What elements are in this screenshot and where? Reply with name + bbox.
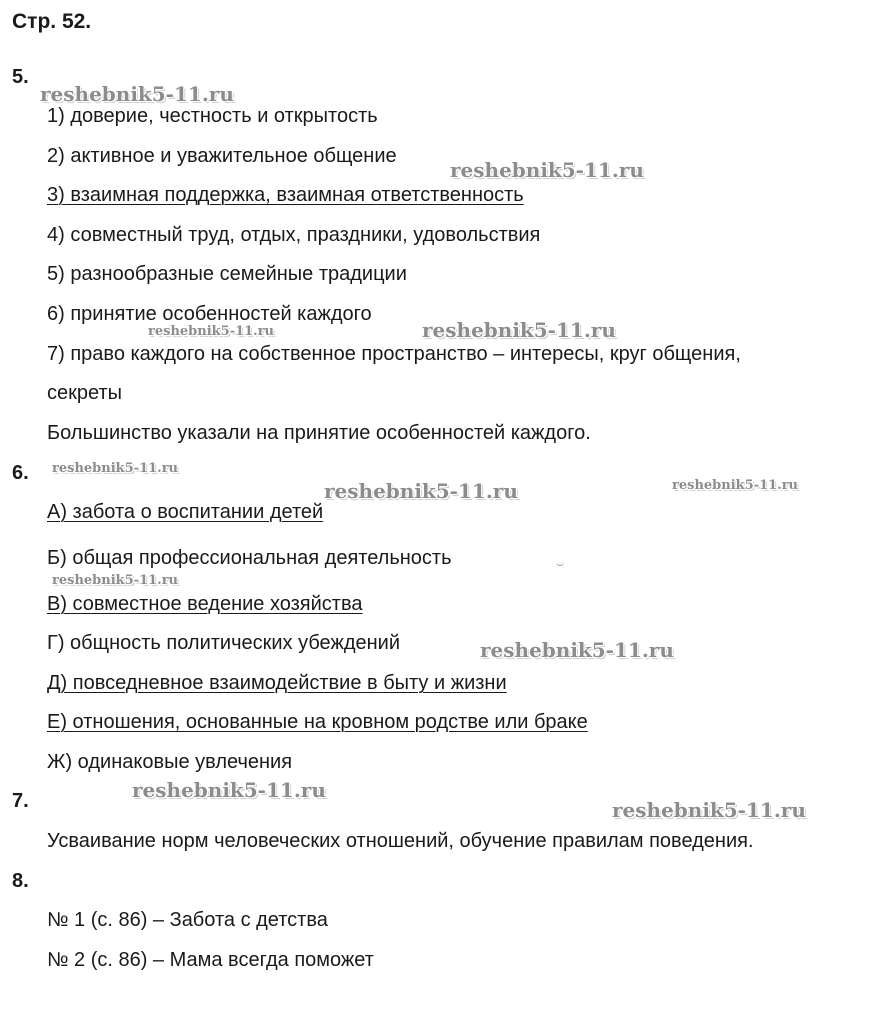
task-5-number: 5. <box>12 66 29 88</box>
task-7-number: 7. <box>12 790 29 812</box>
watermark: reshebnik5-11.ru <box>52 573 179 588</box>
task-5-line-3: 3) взаимная поддержка, взаимная ответственность <box>47 184 524 206</box>
watermark: reshebnik5-11.ru <box>672 478 799 493</box>
task-6-number: 6. <box>12 462 29 484</box>
task-6-option-g: Г) общность политических убеждений <box>47 632 401 654</box>
watermark: reshebnik5-11.ru <box>148 324 275 339</box>
task-5-line-8: секреты <box>47 382 122 404</box>
task-5-line-4: 4) совместный труд, отдых, праздники, удовольствия <box>47 224 541 246</box>
task-8-line-1: № 1 (с. 86) – Забота с детства <box>47 909 328 931</box>
watermark: reshebnik5-11.ru <box>480 638 674 662</box>
task-6-option-a: А) забота о воспитании детей <box>47 501 324 523</box>
task-6-option-e: Е) отношения, основанные на кровном родстве или браке <box>47 711 588 733</box>
task-5-summary: Большинство указали на принятие особенностей каждого. <box>47 422 591 444</box>
watermark: reshebnik5-11.ru <box>450 158 644 182</box>
task-5-line-5: 5) разнообразные семейные традиции <box>47 263 407 285</box>
task-6-option-d: Д) повседневное взаимодействие в быту и жизни <box>47 672 507 694</box>
task-6-option-b: Б) общая профессиональная деятельность <box>47 547 452 569</box>
stray-mark <box>556 562 564 566</box>
page-title: Стр. 52. <box>12 10 92 33</box>
task-8-line-2: № 2 (с. 86) – Мама всегда поможет <box>47 949 374 971</box>
task-5-line-1: 1) доверие, честность и открытость <box>47 105 378 127</box>
watermark: reshebnik5-11.ru <box>40 82 234 106</box>
watermark: reshebnik5-11.ru <box>324 479 518 503</box>
task-5-line-2: 2) активное и уважительное общение <box>47 145 397 167</box>
watermark: reshebnik5-11.ru <box>422 318 616 342</box>
task-7-answer: Усваивание норм человеческих отношений, обучение правилам поведения. <box>47 830 754 852</box>
task-5-line-7: 7) право каждого на собственное пространство – интересы, круг общения, <box>47 343 741 365</box>
task-6-option-v: В) совместное ведение хозяйства <box>47 593 363 615</box>
task-8-number: 8. <box>12 870 29 892</box>
task-6-option-zh: Ж) одинаковые увлечения <box>47 751 293 773</box>
watermark: reshebnik5-11.ru <box>52 461 179 476</box>
watermark: reshebnik5-11.ru <box>612 798 806 822</box>
watermark: reshebnik5-11.ru <box>132 778 326 802</box>
task-5-line-6: 6) принятие особенностей каждого <box>47 303 372 325</box>
